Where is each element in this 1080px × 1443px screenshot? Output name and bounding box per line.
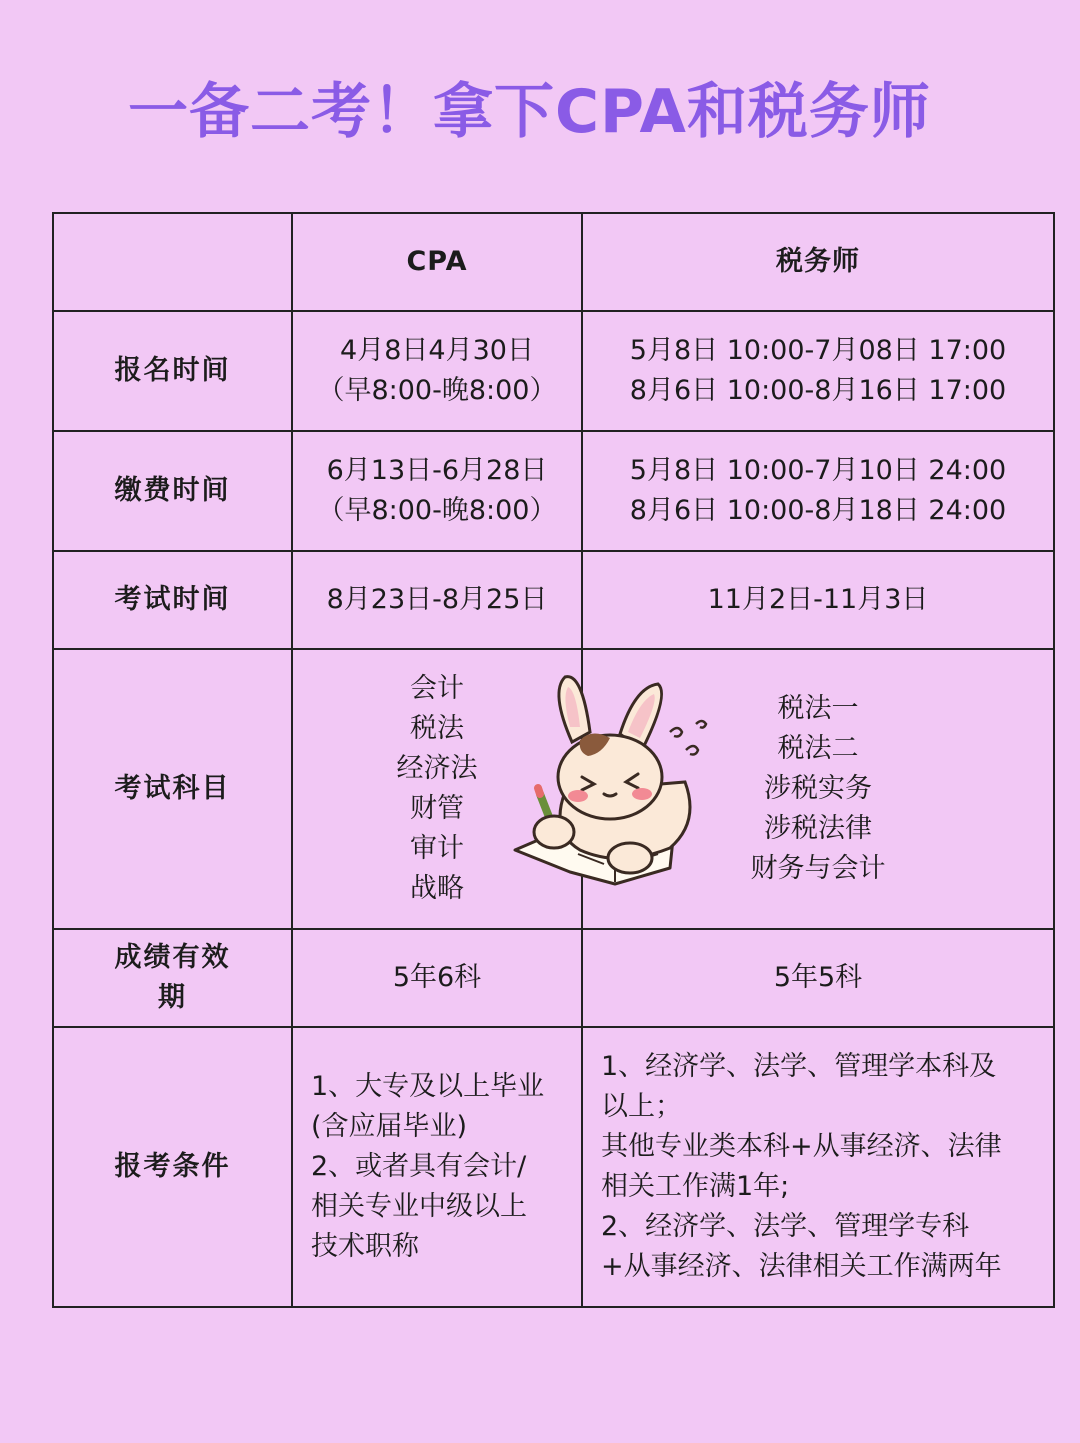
table-row-exam-time — [53, 551, 1054, 649]
cpa-validity: 5年6科 — [292, 929, 582, 1027]
header-cpa: CPA — [292, 213, 582, 311]
row-label-validity-line: 期 — [158, 982, 187, 1013]
cpa-subject: 财管 — [410, 793, 464, 824]
row-label-payment: 缴费时间 — [53, 431, 292, 551]
cpa-condition-line: 1、大专及以上毕业 — [311, 1071, 545, 1102]
tax-condition-line: +从事经济、法律相关工作满两年 — [601, 1251, 1002, 1282]
cpa-subject: 经济法 — [396, 753, 478, 784]
tax-exam-time: 11月2日-11月3日 — [582, 551, 1054, 649]
row-label-validity-line: 成绩有效 — [114, 942, 231, 973]
row-label-exam-time: 考试时间 — [53, 551, 292, 649]
tax-subject: 税法一 — [777, 693, 859, 724]
studying-bunny-icon — [510, 672, 715, 892]
tax-condition-line: 以上； — [601, 1091, 682, 1122]
cpa-subject: 战略 — [410, 873, 464, 904]
tax-subject: 税法二 — [777, 733, 859, 764]
tax-registration-period-1: 5月8日 10:00-7月08日 17:00 — [629, 335, 1007, 366]
header-blank-cell — [53, 213, 292, 311]
tax-payment-period-2: 8月6日 10:00-8月18日 24:00 — [629, 495, 1007, 526]
tax-subject: 涉税法律 — [764, 813, 872, 844]
page-title: 一备二考！拿下CPA和税务师 — [128, 77, 931, 147]
tax-validity: 5年5科 — [582, 929, 1054, 1027]
cpa-subject: 会计 — [410, 673, 464, 704]
row-label-conditions: 报考条件 — [53, 1027, 292, 1307]
table-row-registration — [53, 311, 1054, 431]
cpa-registration-cell — [292, 311, 582, 431]
tax-registration-cell — [582, 311, 1054, 431]
cpa-subject: 审计 — [410, 833, 464, 864]
table-row-validity — [53, 929, 1054, 1027]
row-label-registration: 报名时间 — [53, 311, 292, 431]
cpa-subject: 税法 — [410, 713, 464, 744]
table-row-payment — [53, 431, 1054, 551]
cpa-condition-line: 相关专业中级以上 — [311, 1191, 527, 1222]
cpa-exam-time: 8月23日-8月25日 — [292, 551, 582, 649]
cpa-condition-line: 2、或者具有会计/ — [311, 1151, 527, 1182]
row-label-subjects: 考试科目 — [53, 649, 292, 929]
tax-conditions-cell — [582, 1027, 1054, 1307]
cpa-payment-cell — [292, 431, 582, 551]
tax-condition-line: 2、经济学、法学、管理学专科 — [601, 1211, 970, 1242]
tax-condition-line: 相关工作满1年; — [601, 1171, 790, 1202]
tax-condition-line: 1、经济学、法学、管理学本科及 — [601, 1051, 997, 1082]
table-header-row — [53, 213, 1054, 311]
cpa-registration-hours: （早8:00-晚8:00） — [317, 375, 557, 406]
tax-payment-cell — [582, 431, 1054, 551]
tax-payment-period-1: 5月8日 10:00-7月10日 24:00 — [629, 455, 1007, 486]
row-label-validity — [53, 929, 292, 1027]
header-tax-advisor: 税务师 — [582, 213, 1054, 311]
cpa-condition-line: 技术职称 — [311, 1231, 419, 1262]
cpa-registration-date: 4月8日4月30日 — [340, 335, 534, 366]
tax-subject: 财务与会计 — [750, 853, 886, 884]
cpa-condition-line: (含应届毕业) — [311, 1111, 468, 1142]
cpa-payment-date: 6月13日-6月28日 — [326, 455, 548, 486]
cpa-payment-hours: （早8:00-晚8:00） — [317, 495, 557, 526]
cpa-conditions-cell — [292, 1027, 582, 1307]
tax-condition-line: 其他专业类本科+从事经济、法律 — [601, 1131, 1002, 1162]
tax-registration-period-2: 8月6日 10:00-8月16日 17:00 — [629, 375, 1007, 406]
table-row-conditions — [53, 1027, 1054, 1307]
tax-subject: 涉税实务 — [764, 773, 872, 804]
